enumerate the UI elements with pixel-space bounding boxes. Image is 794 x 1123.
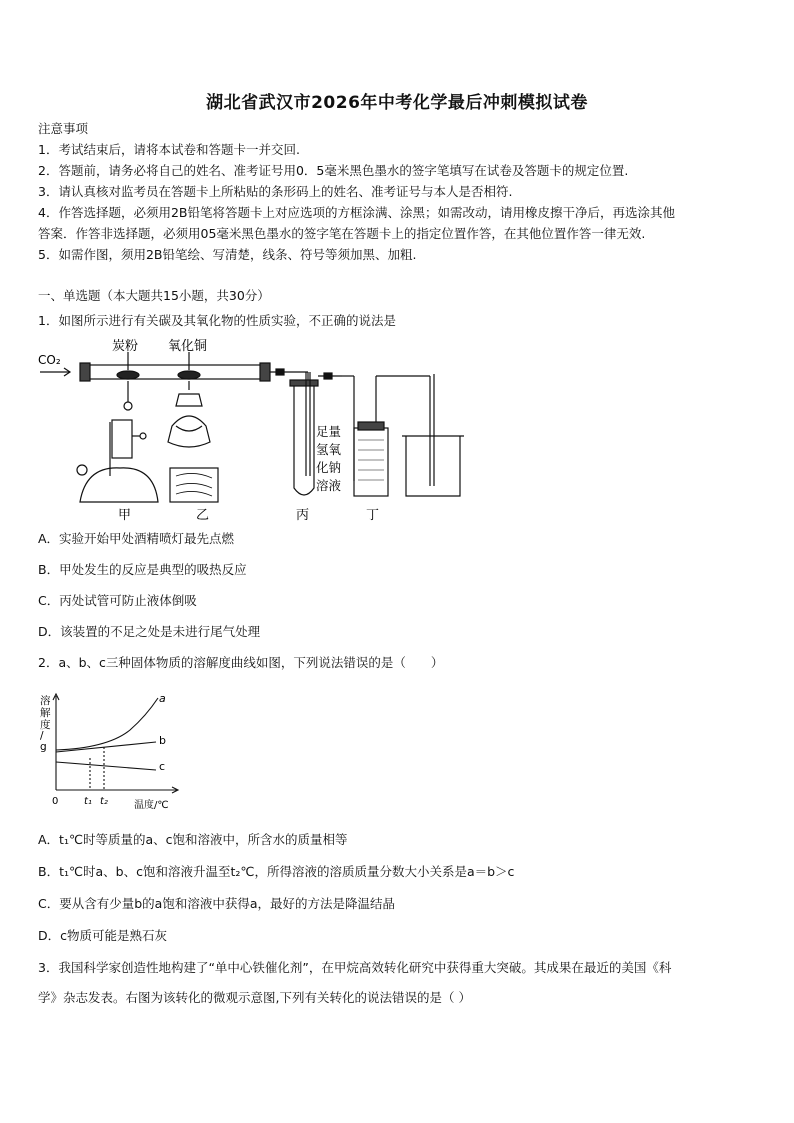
y-axis-label: 解: [40, 707, 51, 719]
notice-item: 3．请认真核对监考员在答题卡上所粘贴的条形码上的姓名、准考证号与本人是否相符.: [38, 184, 513, 199]
notice-heading: 注意事项: [38, 121, 89, 136]
notice-item: 2．答题前，请务必将自己的姓名、准考证号用0．5毫米黑色墨水的签字笔填写在试卷及答题卡的规定位置.: [38, 163, 629, 178]
question-3-line1: 3．我国科学家创造性地构建了“单中心铁催化剂”，在甲烷高效转化研究中获得重大突破。其成果在最近的美国《科: [38, 960, 672, 975]
section-heading: 一、单选题（本大题共15小题，共30分）: [38, 288, 270, 303]
co2-label: CO₂: [38, 353, 61, 367]
apparatus-label-ding: 丁: [366, 508, 380, 522]
naoh-label: 化钠: [316, 460, 342, 475]
solubility-chart: [38, 690, 188, 812]
naoh-label: 足量: [316, 424, 342, 439]
notice-item: 答案．作答非选择题，必须用05毫米黑色墨水的签字笔在答题卡上的指定位置作答，在其他位置作答一律无效.: [38, 226, 646, 241]
series-b-line: [56, 742, 156, 752]
naoh-label: 溶液: [316, 478, 342, 493]
q2-option-b: B．t₁℃时a、b、c饱和溶液升温至t₂℃，所得溶液的溶质质量分数大小关系是a＝b＞c: [38, 864, 515, 879]
page-title: 湖北省武汉市2026年中考化学最后冲刺模拟试卷: [206, 93, 588, 113]
series-a-line: [56, 698, 158, 750]
y-axis-label: 溶: [40, 695, 51, 707]
notice-item: 5．如需作图，须用2B铅笔绘、写清楚，线条、符号等须加黑、加粗.: [38, 247, 417, 262]
q2-option-a: A．t₁℃时等质量的a、c饱和溶液中，所含水的质量相等: [38, 832, 348, 847]
series-c-line: [56, 762, 156, 770]
y-axis-label: 度: [40, 719, 51, 731]
q2-option-d: D．c物质可能是熟石灰: [38, 928, 167, 943]
y-axis-label: g: [40, 741, 47, 753]
question-1-stem: 1．如图所示进行有关碳及其氧化物的性质实验，不正确的说法是: [38, 313, 396, 328]
x-tick-t2: t₂: [100, 796, 108, 807]
question-2-stem: 2．a、b、c三种固体物质的溶解度曲线如图，下列说法错误的是（ ）: [38, 655, 444, 670]
series-b-label: b: [159, 734, 166, 747]
x-tick-t1: t₁: [84, 796, 92, 807]
q1-option-b: B．甲处发生的反应是典型的吸热反应: [38, 562, 247, 577]
x-axis-label: 温度/℃: [134, 800, 169, 811]
origin-label: 0: [52, 796, 59, 807]
carbon-label: 炭粉: [112, 339, 139, 354]
q1-option-a: A．实验开始甲处酒精喷灯最先点燃: [38, 531, 235, 546]
q2-option-c: C．要从含有少量b的a饱和溶液中获得a，最好的方法是降温结晶: [38, 896, 395, 911]
series-a-label: a: [159, 692, 166, 705]
apparatus-label-yi: 乙: [196, 508, 210, 522]
naoh-label: 氢氧: [316, 442, 342, 457]
apparatus-label-bing: 丙: [296, 508, 310, 522]
question-3-line2: 学》杂志发表。右图为该转化的微观示意图,下列有关转化的说法错误的是（ ）: [38, 990, 471, 1005]
apparatus-label-jia: 甲: [118, 508, 132, 522]
q1-option-c: C．丙处试管可防止液体倒吸: [38, 593, 197, 608]
cuo-label: 氧化铜: [168, 339, 208, 354]
notice-item: 4．作答选择题，必须用2B铅笔将答题卡上对应选项的方框涂满、涂黑；如需改动，请用橡皮擦干净后，再选涂其他: [38, 205, 675, 220]
y-axis-label: /: [40, 730, 44, 742]
series-c-label: c: [159, 760, 166, 773]
apparatus-figure: [36, 336, 476, 522]
notice-item: 1．考试结束后，请将本试卷和答题卡一并交回.: [38, 142, 300, 157]
q1-option-d: D．该装置的不足之处是未进行尾气处理: [38, 624, 261, 639]
